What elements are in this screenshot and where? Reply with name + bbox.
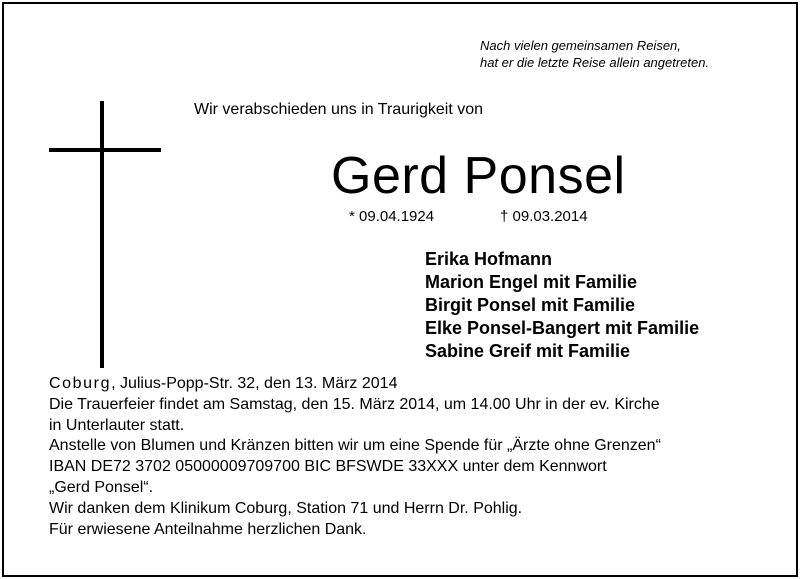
- cross-icon-bar: [49, 148, 161, 152]
- mourner: Sabine Greif mit Familie: [425, 341, 631, 361]
- quote: [480, 37, 780, 71]
- birth-date: * 09.04.1924: [349, 208, 435, 225]
- mourner: Marion Engel mit Familie: [425, 272, 638, 292]
- details-text: [49, 374, 769, 540]
- cross-icon: [100, 101, 104, 368]
- deceased-name: Gerd Ponsel: [331, 147, 626, 205]
- obituary-notice: [2, 2, 798, 577]
- place: Coburg: [49, 375, 112, 392]
- mourner: Birgit Ponsel mit Familie: [425, 295, 636, 315]
- funeral-line: in Unterlauter statt.: [49, 416, 185, 434]
- quote-line: Nach vielen gemeinsamen Reisen,: [480, 38, 681, 53]
- place-date: , Julius-Popp-Str. 32, den 13. März 2014: [111, 375, 398, 392]
- mourner: Erika Hofmann: [425, 249, 553, 269]
- mourner: Elke Ponsel-Bangert mit Familie: [425, 318, 700, 338]
- thanks-line: Wir danken dem Klinikum Coburg, Station 71 und Herrn Dr. Pohlig.: [49, 499, 523, 517]
- quote-line: hat er die letzte Reise allein angetreten.: [480, 55, 710, 70]
- donation-line: „Gerd Ponsel“.: [49, 478, 154, 496]
- donation-line: Anstelle von Blumen und Kränzen bitten wir um eine Spende für „Ärzte ohne Grenzen“: [49, 437, 661, 455]
- mourners-list: [425, 248, 699, 363]
- death-date: † 09.03.2014: [500, 208, 588, 225]
- funeral-line: Die Trauerfeier findet am Samstag, den 15. März 2014, um 14.00 Uhr in der ev. Kirche: [49, 395, 660, 413]
- intro-text: Wir verabschieden uns in Traurigkeit von: [194, 101, 484, 118]
- donation-line: IBAN DE72 3702 05000009709700 BIC BFSWDE 33XXX unter dem Kennwort: [49, 458, 607, 476]
- place-date-line: [49, 374, 769, 395]
- thanks-line: Für erwiesene Anteilnahme herzlichen Dank.: [49, 520, 367, 538]
